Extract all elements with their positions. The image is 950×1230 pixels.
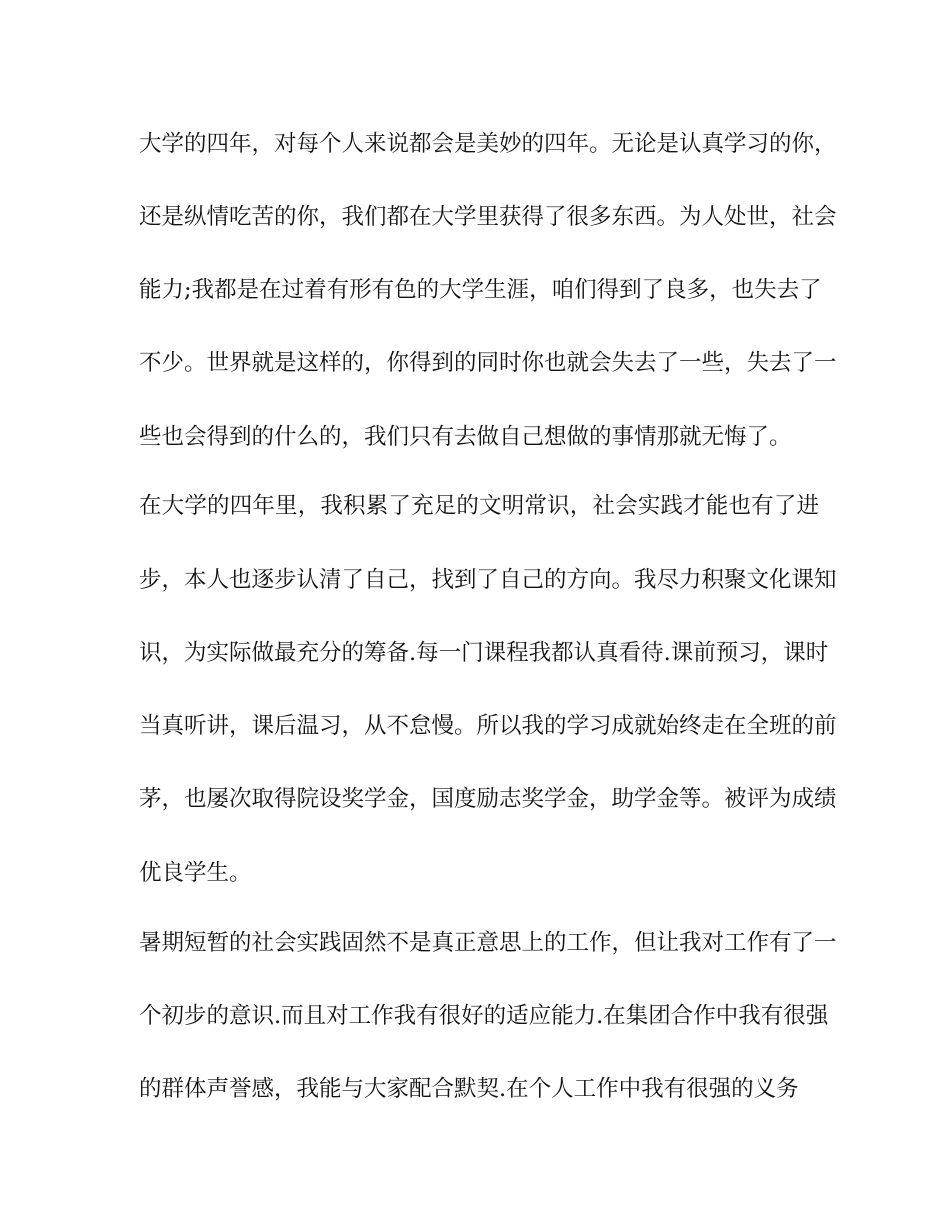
paragraph-2-line-4: 当真听讲，课后温习，从不怠慢。所以我的学习成就始终走在全班的前 (139, 713, 837, 739)
paragraph-2-line-1: 在大学的四年里，我积累了充足的文明常识，社会实践才能也有了进 (139, 493, 819, 519)
paragraph-1-line-4: 不少。世界就是这样的，你得到的同时你也就会失去了一些，失去了一 (139, 350, 837, 376)
paragraph-2-line-6: 优良学生。 (139, 860, 252, 886)
paragraph-1-line-2: 还是纵情吃苦的你，我们都在大学里获得了很多东西。为人处世，社会 (139, 204, 837, 230)
paragraph-1-line-1: 大学的四年，对每个人来说都会是美妙的四年。无论是认真学习的你， (139, 131, 837, 157)
paragraph-3-line-3: 的群体声誉感，我能与大家配合默契.在个人工作中我有很强的义务 (139, 1076, 799, 1102)
paragraph-1-line-3: 能力;我都是在过着有形有色的大学生涯，咱们得到了良多，也失去了 (139, 277, 822, 303)
paragraph-2-line-2: 步，本人也逐步认清了自己，找到了自己的方向。我尽力积聚文化课知 (139, 567, 837, 593)
paragraph-3-line-1: 暑期短暂的社会实践固然不是真正意思上的工作，但让我对工作有了一 (139, 930, 837, 956)
paragraph-3-line-2: 个初步的意识.而且对工作我有很好的适应能力.在集团合作中我有很强 (139, 1003, 829, 1029)
paragraph-2-line-5: 茅，也屡次取得院设奖学金，国度励志奖学金，助学金等。被评为成绩 (139, 786, 837, 812)
paragraph-1-line-5: 些也会得到的什么的，我们只有去做自己想做的事情那就无悔了。 (139, 424, 792, 450)
paragraph-2-line-3: 识，为实际做最充分的筹备.每一门课程我都认真看待.课前预习，课时 (139, 640, 829, 666)
